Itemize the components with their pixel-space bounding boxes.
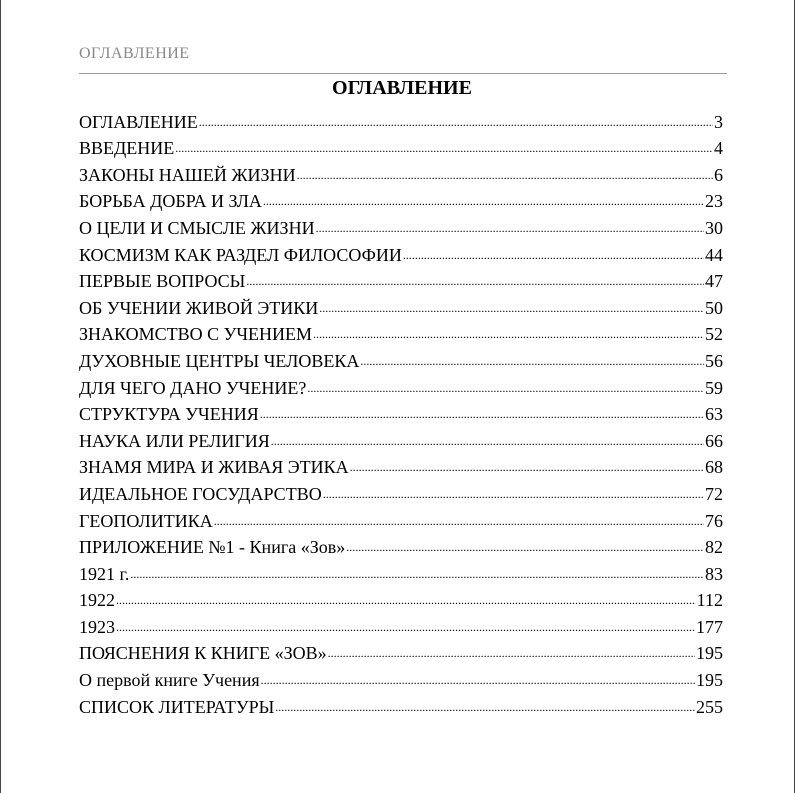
toc-entry-page: 30 <box>705 217 723 238</box>
toc-entry-title: ОБ УЧЕНИИ ЖИВОЙ ЭТИКИ <box>79 297 319 318</box>
toc-entry-page: 195 <box>696 670 723 691</box>
toc-entry-page: 56 <box>705 350 723 371</box>
toc-entry[interactable] <box>79 399 723 426</box>
toc-entry-title: ГЕОПОЛИТИКА <box>79 510 213 531</box>
toc-entry[interactable] <box>79 532 723 559</box>
toc-entry-page: 66 <box>705 430 723 451</box>
toc-entry[interactable] <box>79 585 723 612</box>
dot-leader <box>271 433 704 449</box>
toc-entry[interactable] <box>79 159 723 186</box>
toc-entry-page: 68 <box>705 457 723 478</box>
dot-leader <box>130 566 704 582</box>
toc-entry[interactable] <box>79 638 723 665</box>
dot-leader <box>403 247 704 263</box>
dot-leader <box>261 672 695 688</box>
toc-entry-title: ПРИЛОЖЕНИЕ №1 - Книга «Зов» <box>79 537 346 558</box>
toc-entry-title: ДЛЯ ЧЕГО ДАНО УЧЕНИЕ? <box>79 377 307 398</box>
toc-entry-page: 6 <box>714 164 723 185</box>
dot-leader <box>328 645 695 661</box>
toc-entry-page: 72 <box>705 483 723 504</box>
toc-entry-title: ЗНАМЯ МИРА И ЖИВАЯ ЭТИКА <box>79 457 349 478</box>
toc-list <box>79 106 723 718</box>
dot-leader <box>199 114 713 130</box>
toc-entry-page: 3 <box>714 111 723 132</box>
toc-entry-title: ОГЛАВЛЕНИЕ <box>79 111 198 132</box>
toc-entry[interactable] <box>79 292 723 319</box>
toc-entry[interactable] <box>79 345 723 372</box>
toc-entry-title: НАУКА ИЛИ РЕЛИГИЯ <box>79 430 270 451</box>
dot-leader <box>116 592 696 608</box>
toc-entry[interactable] <box>79 239 723 266</box>
toc-entry[interactable] <box>79 319 723 346</box>
toc-entry-page: 50 <box>705 297 723 318</box>
toc-entry-page: 177 <box>696 616 723 637</box>
toc-entry-page: 76 <box>705 510 723 531</box>
toc-entry-page: 52 <box>705 324 723 345</box>
toc-entry-page: 63 <box>705 404 723 425</box>
toc-entry[interactable] <box>79 266 723 293</box>
dot-leader <box>246 273 704 289</box>
dot-leader <box>346 539 704 555</box>
toc-entry-page: 47 <box>705 271 723 292</box>
toc-entry[interactable] <box>79 452 723 479</box>
toc-entry-title: ПОЯСНЕНИЯ К КНИГЕ «ЗОВ» <box>79 643 327 664</box>
toc-entry-title: 1921 г. <box>79 563 130 584</box>
toc-entry[interactable] <box>79 212 723 239</box>
toc-entry[interactable] <box>79 664 723 691</box>
toc-entry-page: 44 <box>705 244 723 265</box>
toc-entry[interactable] <box>79 478 723 505</box>
toc-entry[interactable] <box>79 611 723 638</box>
toc-entry-title: СТРУКТУРА УЧЕНИЯ <box>79 404 259 425</box>
toc-entry-title: БОРЬБА ДОБРА И ЗЛА <box>79 191 262 212</box>
toc-entry-title: КОСМИЗМ КАК РАЗДЕЛ ФИЛОСОФИИ <box>79 244 402 265</box>
toc-entry-title: ЗАКОНЫ НАШЕЙ ЖИЗНИ <box>79 164 296 185</box>
dot-leader <box>360 353 704 369</box>
running-header: ОГЛАВЛЕНИЕ <box>79 45 190 62</box>
toc-entry-title: 1922 <box>79 590 115 611</box>
toc-entry-title: О первой книге Учения <box>79 670 260 691</box>
toc-title: ОГЛАВЛЕНИЕ <box>332 77 472 99</box>
dot-leader <box>350 459 704 475</box>
dot-leader <box>319 300 704 316</box>
toc-entry-title: О ЦЕЛИ И СМЫСЛЕ ЖИЗНИ <box>79 217 315 238</box>
toc-entry-title: ЗНАКОМСТВО С УЧЕНИЕМ <box>79 324 313 345</box>
toc-entry[interactable] <box>79 372 723 399</box>
dot-leader <box>263 193 704 209</box>
toc-entry-title: 1923 <box>79 616 115 637</box>
toc-entry-page: 4 <box>714 138 723 159</box>
toc-entry-page: 23 <box>705 191 723 212</box>
toc-entry-page: 195 <box>696 643 723 664</box>
toc-entry[interactable] <box>79 186 723 213</box>
dot-leader <box>307 380 704 396</box>
dot-leader <box>260 406 704 422</box>
toc-entry[interactable] <box>79 505 723 532</box>
dot-leader <box>316 220 704 236</box>
dot-leader <box>313 326 704 342</box>
toc-entry-page: 255 <box>696 696 723 717</box>
toc-entry[interactable] <box>79 691 723 718</box>
toc-entry-title: ИДЕАЛЬНОЕ ГОСУДАРСТВО <box>79 483 322 504</box>
toc-entry-page: 83 <box>705 563 723 584</box>
toc-entry-page: 82 <box>705 537 723 558</box>
toc-entry[interactable] <box>79 133 723 160</box>
dot-leader <box>297 167 713 183</box>
dot-leader <box>275 699 695 715</box>
toc-entry-title: ДУХОВНЫЕ ЦЕНТРЫ ЧЕЛОВЕКА <box>79 350 360 371</box>
toc-entry-page: 59 <box>705 377 723 398</box>
toc-entry[interactable] <box>79 425 723 452</box>
toc-entry-page: 112 <box>696 590 723 611</box>
toc-entry-title: ВВЕДЕНИЕ <box>79 138 175 159</box>
toc-entry[interactable] <box>79 106 723 133</box>
toc-entry-title: ПЕРВЫЕ ВОПРОСЫ <box>79 271 246 292</box>
dot-leader <box>214 513 704 529</box>
dot-leader <box>323 486 704 502</box>
dot-leader <box>175 140 713 156</box>
toc-entry[interactable] <box>79 558 723 585</box>
dot-leader <box>116 619 695 635</box>
toc-entry-title: СПИСОК ЛИТЕРАТУРЫ <box>79 696 275 717</box>
